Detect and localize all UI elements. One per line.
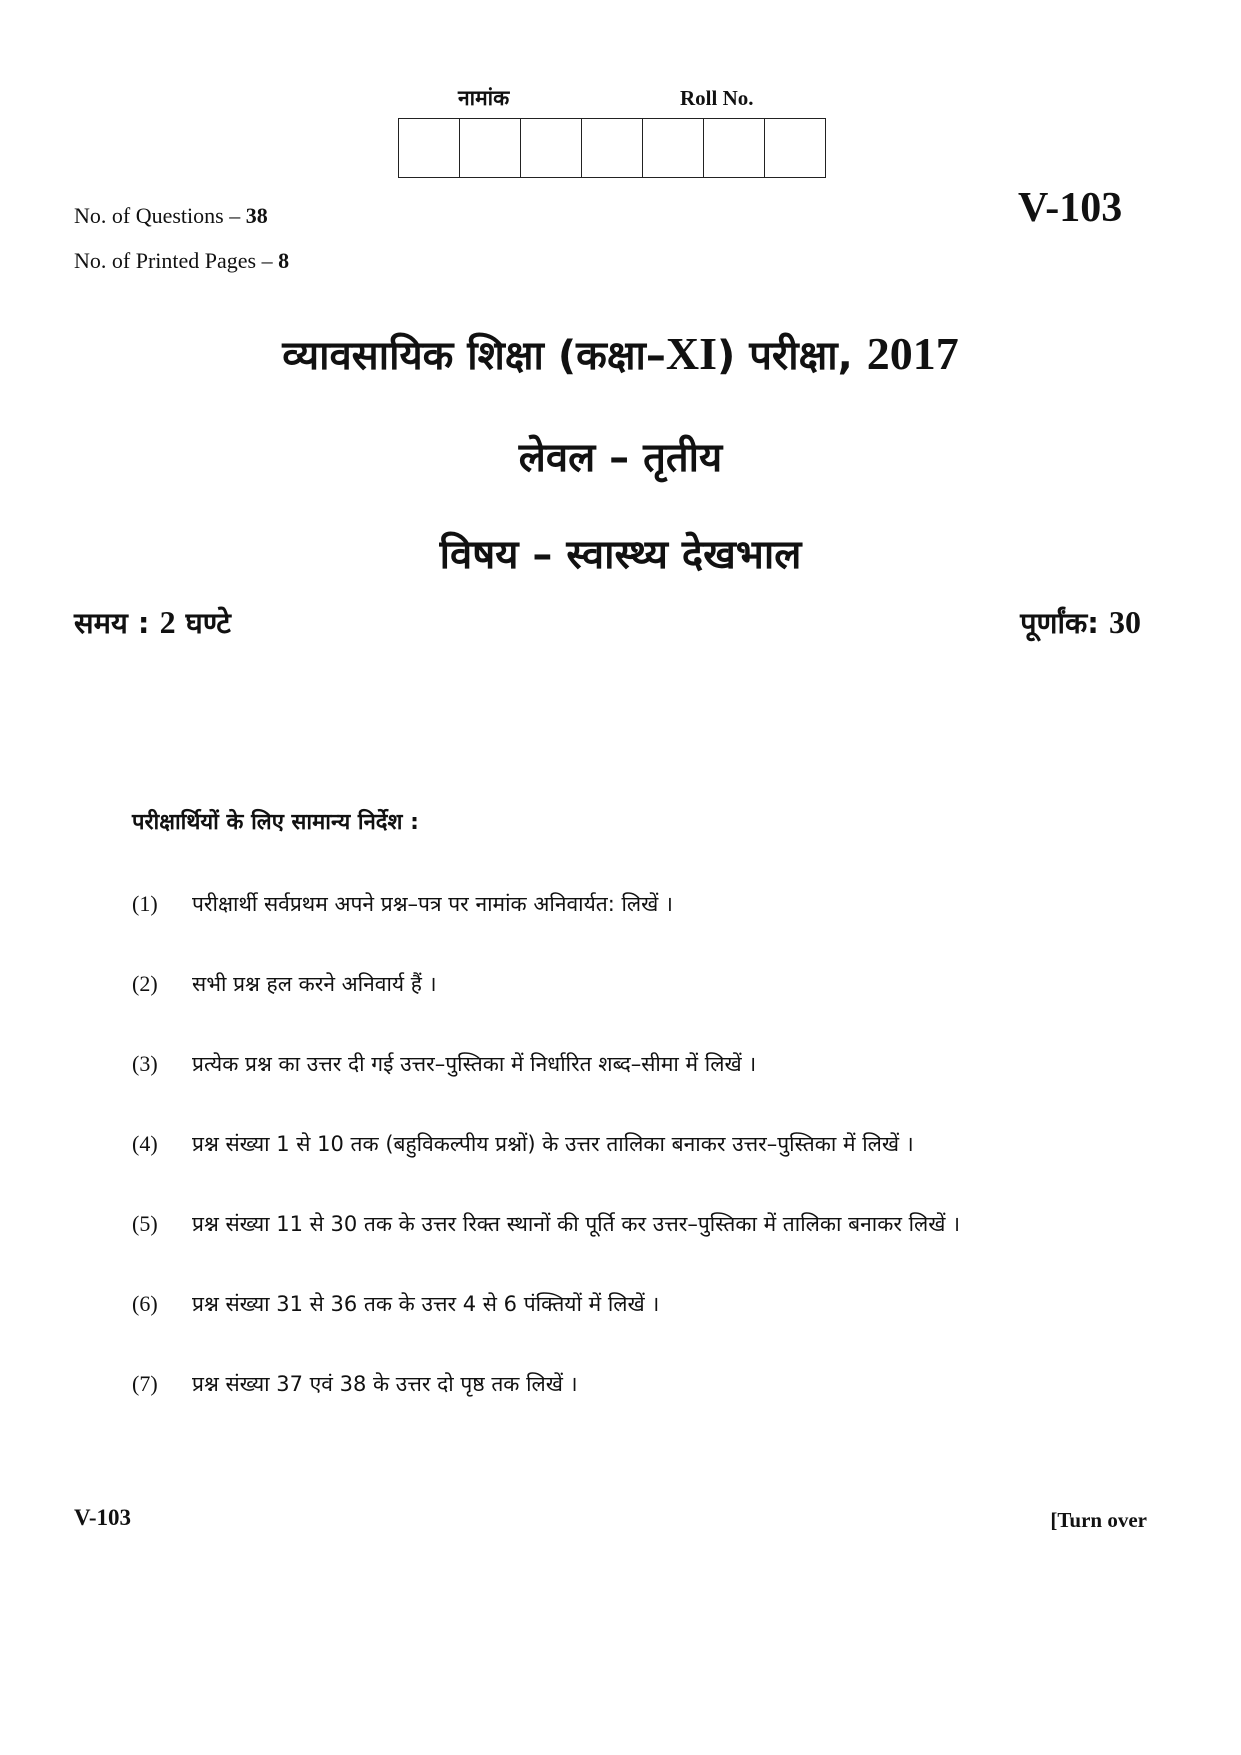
max-marks: [1020, 603, 1141, 642]
exam-title-year: 2017: [866, 328, 959, 379]
printed-pages-count: [74, 248, 289, 274]
exam-subject: विषय – स्वास्थ्य देखभाल: [439, 532, 802, 578]
instruction-text: प्रत्येक प्रश्न का उत्तर दी गई उत्तर–पुस्तिका में निर्धारित शब्द–सीमा में लिखें ।: [192, 1052, 757, 1076]
instruction-text: प्रश्न संख्या 37 एवं 38 के उत्तर दो पृष्ठ तक लिखें ।: [192, 1372, 578, 1396]
exam-title-class: XI: [665, 328, 717, 379]
questions-count: [74, 203, 268, 229]
printed-pages-label: No. of Printed Pages –: [74, 248, 279, 273]
exam-duration-value: 2: [159, 604, 176, 640]
instruction-number: (6): [132, 1291, 158, 1316]
exam-duration: [74, 603, 231, 642]
roll-number-box[interactable]: [399, 119, 460, 177]
instructions-list: [132, 890, 1132, 1450]
max-marks-value: 30: [1109, 604, 1141, 640]
instruction-text: परीक्षार्थी सर्वप्रथम अपने प्रश्न–पत्र पर नामांक अनिवार्यत: लिखें ।: [192, 892, 673, 916]
roll-number-box[interactable]: [521, 119, 582, 177]
questions-count-value: 38: [245, 203, 268, 228]
exam-title: [0, 326, 1241, 381]
instruction-text: सभी प्रश्न हल करने अनिवार्य हैं ।: [192, 972, 437, 996]
instruction-text: प्रश्न संख्या 31 से 36 तक के उत्तर 4 से 6 पंक्तियों में लिखें ।: [192, 1292, 660, 1316]
roll-number-label: Roll No.: [680, 86, 754, 110]
turn-over-note: [Turn over: [1050, 1508, 1147, 1532]
instruction-item: [132, 1370, 1132, 1450]
instruction-item: [132, 1210, 1132, 1290]
instruction-item: [132, 1050, 1132, 1130]
instruction-number: (3): [132, 1051, 158, 1076]
instruction-number: (5): [132, 1211, 158, 1236]
roll-number-boxes: [398, 118, 826, 178]
instruction-text: प्रश्न संख्या 11 से 30 तक के उत्तर रिक्त स्थानों की पूर्ति कर उत्तर–पुस्तिका में तालिका बनाकर लिखें ।: [192, 1212, 961, 1236]
instruction-item: [132, 1130, 1132, 1210]
instruction-item: [132, 890, 1132, 970]
exam-level: लेवल – तृतीय: [518, 435, 723, 481]
exam-duration-unit: घण्टे: [175, 606, 231, 640]
instruction-item: [132, 1290, 1132, 1370]
roll-number-box[interactable]: [460, 119, 521, 177]
roll-number-box[interactable]: [704, 119, 765, 177]
questions-count-label: No. of Questions –: [74, 203, 246, 228]
instruction-number: (7): [132, 1371, 158, 1396]
instruction-number: (1): [132, 891, 158, 916]
footer-paper-code: V-103: [74, 1505, 132, 1530]
roll-number-box[interactable]: [765, 119, 825, 177]
roll-number-box[interactable]: [643, 119, 704, 177]
paper-code: V-103: [1018, 185, 1123, 231]
printed-pages-value: 8: [278, 248, 290, 273]
exam-title-suffix: ) परीक्षा,: [716, 333, 867, 379]
instruction-number: (4): [132, 1131, 158, 1156]
instruction-number: (2): [132, 971, 158, 996]
roll-number-label-hindi: नामांक: [458, 86, 510, 110]
instructions-heading: परीक्षार्थियों के लिए सामान्य निर्देश :: [132, 810, 419, 835]
exam-title-prefix: व्यावसायिक शिक्षा (कक्षा–: [282, 333, 666, 379]
max-marks-label: पूर्णांक:: [1020, 606, 1109, 640]
instruction-text: प्रश्न संख्या 1 से 10 तक (बहुविकल्पीय प्रश्नों) के उत्तर तालिका बनाकर उत्तर–पुस्तिका में लिखें ।: [192, 1132, 914, 1156]
instruction-item: [132, 970, 1132, 1050]
roll-number-box[interactable]: [582, 119, 643, 177]
exam-duration-label: समय :: [74, 606, 160, 640]
